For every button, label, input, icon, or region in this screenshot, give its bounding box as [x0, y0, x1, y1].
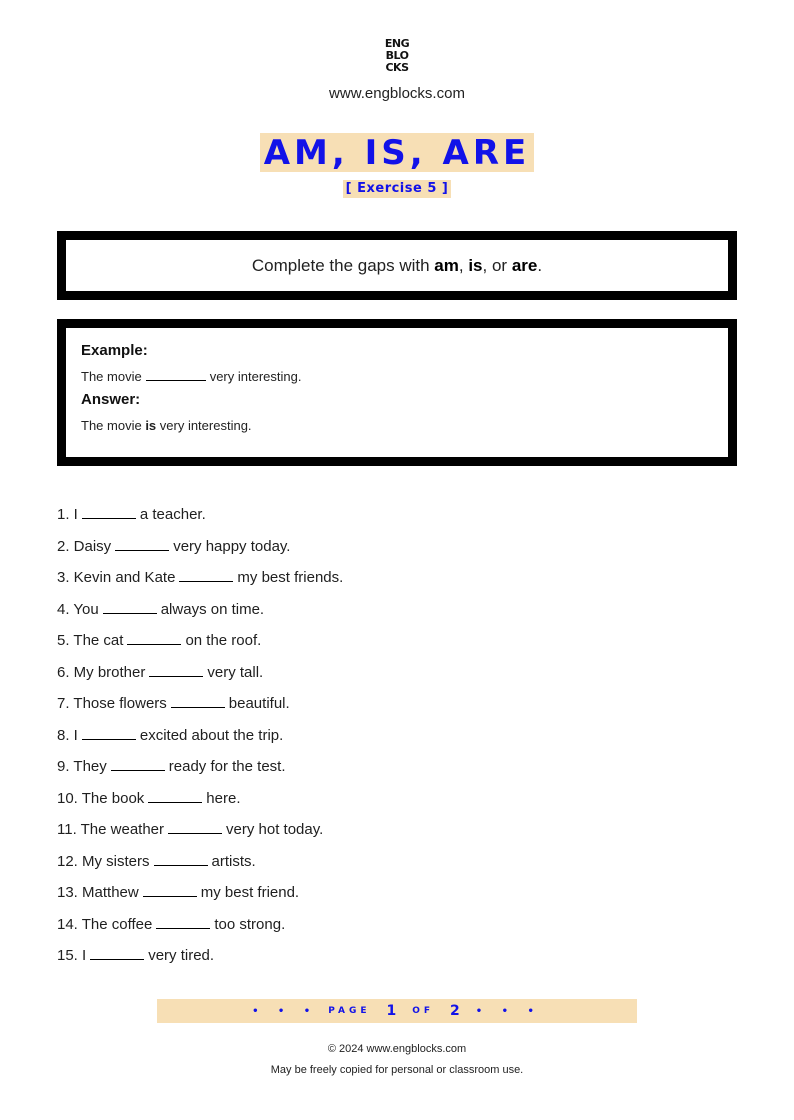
instruction-text: [252, 256, 542, 276]
example-blank: [146, 369, 206, 381]
question-after: here.: [206, 789, 241, 807]
question-item: [57, 915, 343, 947]
answer-blank[interactable]: [149, 663, 203, 677]
pagination-dots-right: • • •: [475, 1005, 542, 1017]
question-before: 14. The coffee: [57, 915, 153, 933]
answer-blank[interactable]: [115, 537, 169, 551]
question-after: on the roof.: [185, 632, 262, 649]
question-item: [57, 883, 343, 915]
engblocks-logo: [381, 38, 413, 74]
question-item: [57, 537, 343, 569]
example-heading: Example:: [81, 342, 148, 359]
pagination-of-word: OF: [412, 1006, 435, 1016]
question-list: [57, 505, 343, 978]
question-after: artists.: [211, 852, 256, 870]
answer-blank[interactable]: [82, 726, 136, 740]
question-before: 4. You: [57, 600, 99, 618]
question-after: beautiful.: [228, 695, 290, 712]
question-item: [57, 568, 343, 600]
question-before: 6. My brother: [57, 663, 146, 681]
answer-heading: Answer:: [81, 391, 141, 408]
question-before: 15. I: [57, 947, 87, 964]
footer-license: May be freely copied for personal or classroom use.: [270, 1064, 524, 1076]
question-before: 8. I: [57, 726, 78, 744]
answer-blank[interactable]: [143, 883, 197, 897]
pagination-bar: [157, 999, 637, 1023]
question-after: very happy today.: [173, 537, 291, 555]
title-container: [0, 133, 794, 172]
answer-before: The movie: [81, 418, 146, 433]
answer-blank[interactable]: [168, 820, 222, 834]
answer-word: is: [145, 418, 157, 433]
question-before: 5. The cat: [57, 632, 124, 649]
site-url: www.engblocks.com: [329, 85, 465, 102]
question-item: [57, 694, 343, 726]
question-item: [57, 820, 343, 852]
question-item: [57, 852, 343, 884]
question-item: [57, 631, 343, 663]
question-after: very tired.: [148, 947, 215, 964]
pagination-total: 2: [450, 1003, 460, 1019]
instruction-box: [57, 231, 737, 300]
example-box: [57, 319, 737, 466]
question-item: [57, 663, 343, 695]
pagination-current: 1: [386, 1003, 397, 1019]
question-after: a teacher.: [139, 506, 206, 523]
question-before: 3. Kevin and Kate: [57, 569, 176, 586]
logo-line-1: ENG: [384, 37, 410, 50]
exercise-label: [ Exercise 5 ]: [343, 180, 452, 198]
question-after: very hot today.: [226, 821, 324, 838]
question-after: my best friend.: [200, 884, 300, 901]
question-before: 12. My sisters: [57, 852, 150, 870]
question-before: 2. Daisy: [57, 537, 112, 555]
question-before: 13. Matthew: [57, 884, 139, 901]
instruction-word-am: am: [434, 255, 459, 275]
question-before: 11. The weather: [57, 821, 165, 838]
question-before: 7. Those flowers: [57, 695, 167, 712]
question-before: 1. I: [57, 506, 78, 523]
footer-copyright: © 2024 www.engblocks.com: [327, 1043, 467, 1055]
question-after: always on time.: [160, 600, 265, 618]
subtitle-container: [0, 179, 794, 198]
answer-blank[interactable]: [171, 694, 225, 708]
example-after: very interesting.: [209, 369, 302, 384]
question-after: ready for the test.: [168, 758, 286, 775]
question-after: excited about the trip.: [139, 726, 284, 744]
answer-blank[interactable]: [179, 568, 233, 582]
instruction-suffix: .: [537, 255, 543, 275]
instruction-word-are: are: [511, 255, 538, 275]
question-before: 10. The book: [57, 789, 145, 807]
answer-blank[interactable]: [156, 915, 210, 929]
question-item: [57, 600, 343, 632]
instruction-word-is: is: [468, 255, 483, 275]
answer-blank[interactable]: [103, 600, 157, 614]
answer-blank[interactable]: [90, 946, 144, 960]
question-item: [57, 505, 343, 537]
pagination-dots-left: • • •: [252, 1005, 319, 1017]
instruction-separator: ,: [458, 255, 469, 275]
question-after: very tall.: [207, 663, 264, 681]
answer-blank[interactable]: [154, 852, 208, 866]
question-after: my best friends.: [237, 569, 344, 586]
page-title: AM, IS, ARE: [260, 133, 535, 172]
answer-sentence: [81, 418, 713, 436]
question-item: [57, 789, 343, 821]
answer-blank[interactable]: [127, 631, 181, 645]
pagination-page-word: PAGE: [328, 1006, 371, 1016]
instruction-separator: , or: [482, 255, 512, 275]
question-item: [57, 757, 343, 789]
question-item: [57, 726, 343, 758]
answer-blank[interactable]: [111, 757, 165, 771]
question-after: too strong.: [214, 915, 286, 933]
logo-line-3: CKS: [385, 61, 409, 74]
question-item: [57, 946, 343, 978]
question-before: 9. They: [57, 758, 107, 775]
example-sentence: [81, 369, 713, 387]
instruction-prefix: Complete the gaps with: [251, 255, 435, 275]
logo-line-2: BLO: [385, 49, 409, 62]
answer-blank[interactable]: [148, 789, 202, 803]
example-before: The movie: [81, 369, 142, 384]
answer-blank[interactable]: [82, 505, 136, 519]
answer-after: very interesting.: [156, 418, 252, 433]
